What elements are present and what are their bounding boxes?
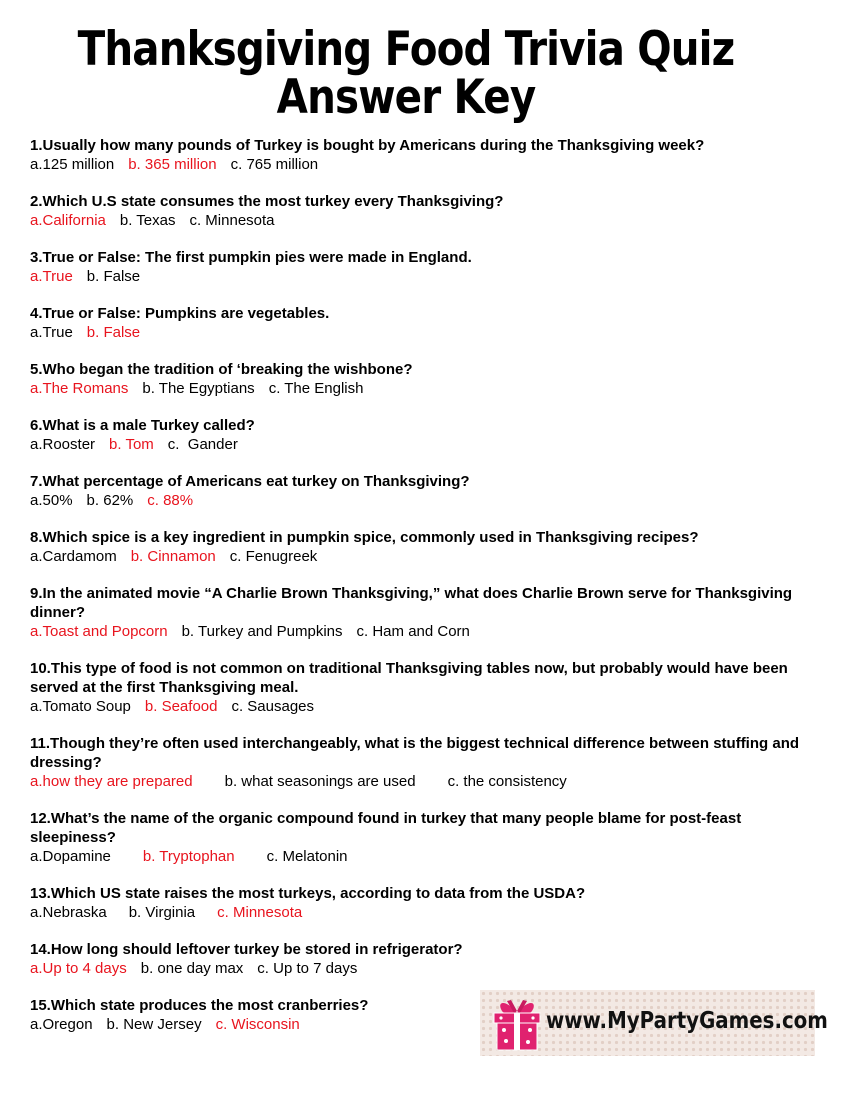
answer-options xyxy=(30,491,800,510)
answer-options xyxy=(30,697,800,716)
question-text: 15.Which state produces the most cranberries? xyxy=(30,997,369,1014)
answer-option: a.Oregon xyxy=(30,1016,93,1033)
correct-answer-option: a.how they are prepared xyxy=(30,773,193,790)
question-text: 5.Who began the tradition of ‘breaking the wishbone? xyxy=(30,361,413,378)
correct-answer-option: a.Toast and Popcorn xyxy=(30,623,168,640)
answer-options xyxy=(30,547,800,566)
title-block xyxy=(0,22,812,125)
answer-option: c. The English xyxy=(268,380,364,397)
question-text: 1.Usually how many pounds of Turkey is bought by Americans during the Thanksgiving week? xyxy=(30,137,705,154)
answer-options xyxy=(30,959,800,978)
correct-answer-option: c. 88% xyxy=(147,492,194,509)
answer-options xyxy=(30,379,800,398)
question-item xyxy=(30,528,800,566)
logo-text[interactable]: www.MyPartyGames.com xyxy=(546,1008,828,1034)
correct-answer-option: b. False xyxy=(86,324,141,341)
answer-option: c. Melatonin xyxy=(266,848,348,865)
page-subtitle: Answer Key xyxy=(276,70,536,125)
question-text: 6.What is a male Turkey called? xyxy=(30,417,255,434)
answer-option: a.Nebraska xyxy=(30,904,107,921)
question-text: 4.True or False: Pumpkins are vegetables. xyxy=(30,305,330,322)
correct-answer-option: b. Cinnamon xyxy=(130,548,216,565)
answer-option: c. Minnesota xyxy=(189,212,275,229)
answer-option: c. Sausages xyxy=(231,698,315,715)
answer-options xyxy=(30,772,800,791)
question-item xyxy=(30,659,800,716)
answer-options xyxy=(30,903,800,922)
answer-option: b. what seasonings are used xyxy=(224,773,416,790)
answer-option: c. Gander xyxy=(167,436,238,453)
question-item xyxy=(30,884,800,922)
correct-answer-option: a.Up to 4 days xyxy=(30,960,127,977)
answer-options xyxy=(30,211,800,230)
answer-option: a.50% xyxy=(30,492,73,509)
page-title: Thanksgiving Food Trivia Quiz xyxy=(77,22,735,77)
question-item xyxy=(30,304,800,342)
question-item xyxy=(30,472,800,510)
correct-answer-option: c. Minnesota xyxy=(217,904,303,921)
answer-options xyxy=(30,155,800,174)
answer-option: a.Tomato Soup xyxy=(30,698,131,715)
correct-answer-option: c. Wisconsin xyxy=(215,1016,300,1033)
answer-option: b. New Jersey xyxy=(106,1016,202,1033)
question-text: 10.This type of food is not common on traditional Thanksgiving tables now, but probably would have been served at the first Thanksgiving meal. xyxy=(30,660,788,696)
question-item xyxy=(30,360,800,398)
question-item xyxy=(30,416,800,454)
question-item xyxy=(30,809,800,866)
question-text: 13.Which US state raises the most turkeys, according to data from the USDA? xyxy=(30,885,586,902)
question-text: 8.Which spice is a key ingredient in pumpkin spice, commonly used in Thanksgiving recipes? xyxy=(30,529,699,546)
answer-option: b. The Egyptians xyxy=(142,380,255,397)
question-list xyxy=(30,136,800,1052)
answer-option: c. Ham and Corn xyxy=(356,623,470,640)
question-item xyxy=(30,192,800,230)
answer-option: c. Fenugreek xyxy=(229,548,318,565)
answer-options xyxy=(30,323,800,342)
question-text: 7.What percentage of Americans eat turkey on Thanksgiving? xyxy=(30,473,470,490)
correct-answer-option: a.The Romans xyxy=(30,380,129,397)
answer-options xyxy=(30,622,800,641)
answer-option: c. 765 million xyxy=(230,156,319,173)
correct-answer-option: b. Tryptophan xyxy=(142,848,235,865)
answer-option: a.125 million xyxy=(30,156,115,173)
answer-option: a.Cardamom xyxy=(30,548,117,565)
answer-option: c. Up to 7 days xyxy=(257,960,358,977)
correct-answer-option: a.California xyxy=(30,212,106,229)
question-item xyxy=(30,940,800,978)
question-text: 9.In the animated movie “A Charlie Brown Thanksgiving,” what does Charlie Brown serve for Thanksgiving dinner? xyxy=(30,585,793,621)
correct-answer-option: b. Tom xyxy=(109,436,154,453)
question-item xyxy=(30,584,800,641)
answer-option: b. one day max xyxy=(140,960,244,977)
question-text: 14.How long should leftover turkey be stored in refrigerator? xyxy=(30,941,463,958)
question-text: 3.True or False: The first pumpkin pies were made in England. xyxy=(30,249,472,266)
correct-answer-option: b. 365 million xyxy=(128,156,217,173)
correct-answer-option: a.True xyxy=(30,268,73,285)
answer-option: b. False xyxy=(86,268,141,285)
answer-option: b. Turkey and Pumpkins xyxy=(181,623,343,640)
question-item xyxy=(30,734,800,791)
answer-option: a.True xyxy=(30,324,73,341)
answer-options xyxy=(30,847,800,866)
gift-box-icon xyxy=(488,993,546,1053)
question-text: 2.Which U.S state consumes the most turkey every Thanksgiving? xyxy=(30,193,504,210)
question-item xyxy=(30,136,800,174)
answer-option: b. 62% xyxy=(86,492,134,509)
answer-option: b. Virginia xyxy=(128,904,196,921)
answer-option: c. the consistency xyxy=(447,773,567,790)
question-text: 11.Though they’re often used interchangeably, what is the biggest technical difference between stuffing and dressing? xyxy=(30,735,800,771)
answer-options xyxy=(30,435,800,454)
correct-answer-option: b. Seafood xyxy=(144,698,218,715)
site-logo[interactable] xyxy=(480,990,828,1056)
question-text: 12.What’s the name of the organic compound found in turkey that many people blame for post-feast sleepiness? xyxy=(30,810,742,846)
answer-options xyxy=(30,267,800,286)
answer-option: a.Dopamine xyxy=(30,848,111,865)
answer-option: b. Texas xyxy=(119,212,176,229)
answer-option: a.Rooster xyxy=(30,436,96,453)
question-item xyxy=(30,248,800,286)
